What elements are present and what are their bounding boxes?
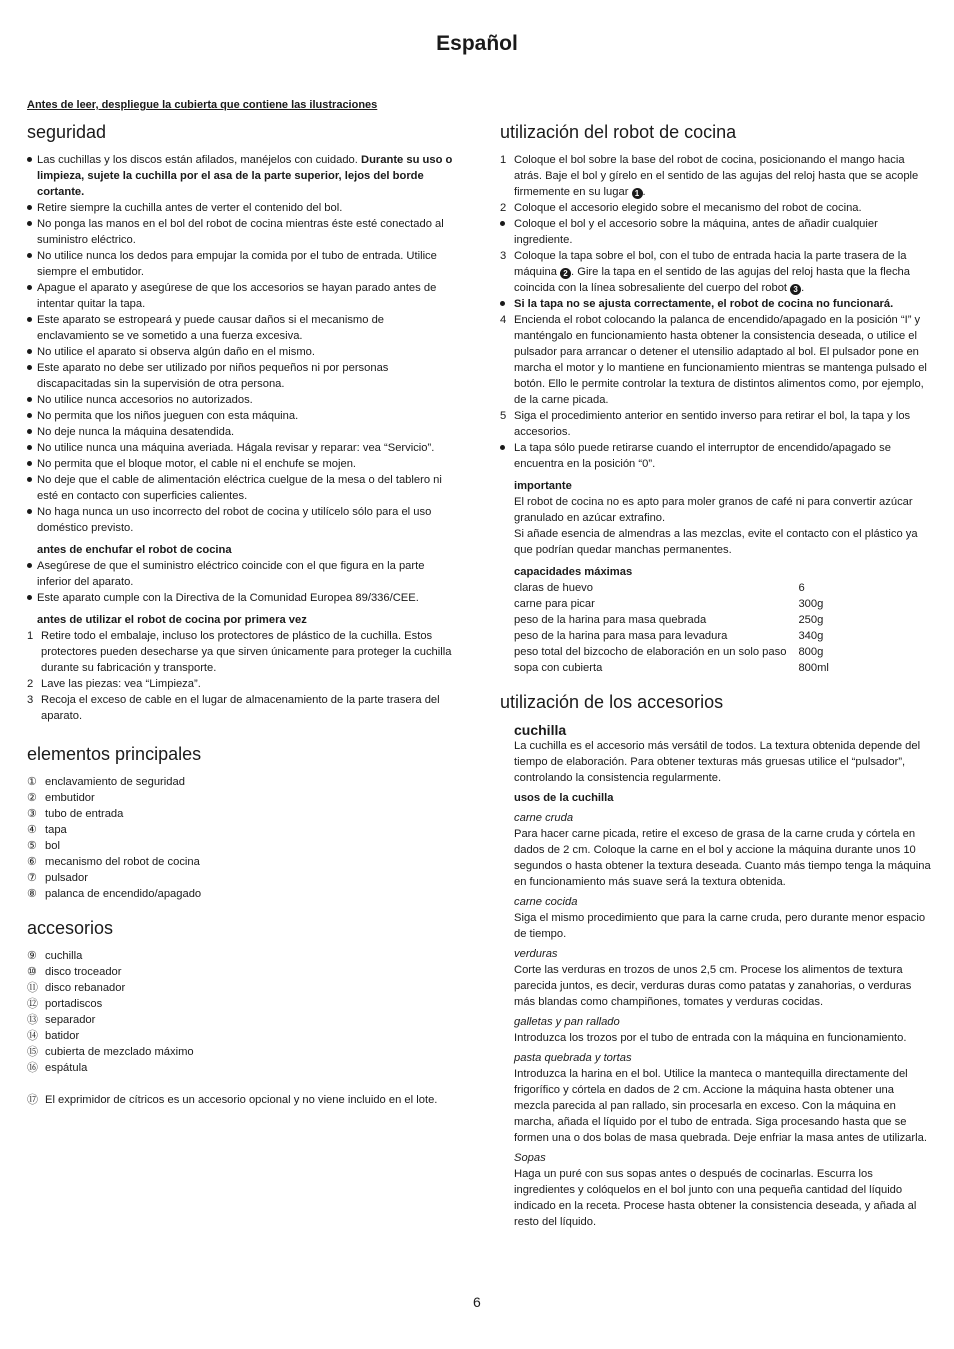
seguridad-heading: seguridad	[27, 122, 107, 142]
bullet-item: Este aparato cumple con la Directiva de la Comunidad Europea 89/336/CEE.	[27, 590, 457, 606]
bullet-item: No utilice nunca una máquina averiada. Hágala revisar y reparar: vea “Servicio”.	[27, 440, 457, 456]
table-row: claras de huevo 6	[514, 582, 805, 594]
uso-text: Haga un puré con sus sopas antes o después de cocinarlas. Escurra los ingredientes y colóquelos en el bol junto con una pequeña cantidad del líquido indicado en la receta. Procese hasta obtener la consistencia deseada, y añada al resto del líquido.	[514, 1168, 917, 1228]
uso-text: Introduzca los trozos por el tubo de entrada con la máquina en funcionamiento.	[514, 1032, 907, 1044]
accessory-item: ⑪ disco rebanador	[27, 982, 126, 994]
bullet-item: Asegúrese de que el suministro eléctrico coincide con el que figura en la parte inferior del aparato.	[27, 558, 457, 590]
bullet-item: La tapa sólo puede retirarse cuando el interruptor de encendido/apagado se encuentra en la posición “0”.	[500, 440, 932, 472]
table-row: peso total del bizcocho de elaboración en un solo paso 800g	[514, 646, 824, 658]
part-item: ② embutidor	[27, 792, 95, 804]
uso-subheading: carne cruda	[514, 812, 574, 824]
elementos-heading: elementos principales	[27, 744, 202, 764]
accessory-item: ⑩ disco troceador	[27, 966, 122, 978]
accessory-item: ⑫ portadiscos	[27, 998, 103, 1010]
step-5: 5 Siga el procedimiento anterior en sentido inverso para retirar el bol, la tapa y los accesorios.	[500, 410, 911, 438]
bullet-item: Retire siempre la cuchilla antes de verter el contenido del bol.	[27, 200, 457, 216]
bullet-item: No utilice nunca los dedos para empujar la comida por el tubo de entrada. Utilice siempre el embutidor.	[27, 248, 457, 280]
accesorios-heading: accesorios	[27, 918, 114, 938]
accessory-item: ⑯ espátula	[27, 1062, 88, 1074]
cuchilla-intro: La cuchilla es el accesorio más versátil de todos. La textura obtenida depende del tiempo de elaboración. Para obtener texturas más gruesas utilice el “pulsador”, controlando la consistencia regularmente.	[514, 740, 921, 784]
cuchilla-heading: cuchilla	[514, 722, 567, 738]
step-2: 2 Coloque el accesorio elegido sobre el mecanismo del robot de cocina.	[500, 202, 862, 214]
uso-subheading: carne cocida	[514, 896, 578, 908]
optional-accessory-note: ⑰ El exprimidor de cítricos es un accesorio opcional y no viene incluido en el lote.	[27, 1094, 438, 1106]
uso-text: Para hacer carne picada, retire el exceso de grasa de la carne cruda y córtela en dados de 2 cm. Coloque la carne en el bol y accione la máquina durante unos 10 segundos o hasta obtener la textura deseada. Cuanto más tiempo tenga la máquina en funcionamiento más suave será la textura obtenida.	[514, 828, 931, 888]
page-number: 6	[473, 1294, 481, 1310]
uso-subheading: verduras	[514, 948, 558, 960]
callout-1-icon: 1	[632, 188, 643, 199]
uso-subheading: pasta quebrada y tortas	[514, 1052, 632, 1064]
importante-text: El robot de cocina no es apto para moler granos de café ni para convertir azúcar granulado en azúcar extrafino.	[514, 496, 913, 524]
step-1: 1 Coloque el bol sobre la base del robot de cocina, posicionando el mango hacia atrás. Baje el bol y gírelo en el sentido de las agujas del reloj hasta que se acople firmemente en su lugar 1 .	[500, 154, 919, 198]
bullet-warning: Si la tapa no se ajusta correctamente, el robot de cocina no funcionará.	[500, 296, 932, 312]
usos-heading: usos de la cuchilla	[514, 792, 614, 804]
bullet-item: No deje nunca la máquina desatendida.	[27, 424, 457, 440]
bullet-item: Apague el aparato y asegúrese de que los accesorios se hayan parado antes de intentar quitar la tapa.	[27, 280, 457, 312]
bullet-item: Las cuchillas y los discos están afilados, manéjelos con cuidado. Durante su uso o limpieza, sujete la cuchilla por el asa de la parte superior, lejos del borde cortante.	[27, 152, 457, 200]
bullet-item: No deje que el cable de alimentación eléctrica cuelgue de la mesa o del tablero ni esté en contacto con superficies calientes.	[27, 472, 457, 504]
part-item: ⑧ palanca de encendido/apagado	[27, 888, 202, 900]
part-item: ⑤ bol	[27, 840, 60, 852]
table-row: sopa con cubierta 800ml	[514, 662, 829, 674]
step-4: 4 Encienda el robot colocando la palanca de encendido/apagado en la posición “I” y manténgalo en funcionamiento hasta obtener la consistencia deseada, o utilice el pulsador para arrancar o detener el utensilio adaptado al bol. El pulsador pone en marcha el motor y lo mantiene en funcionamiento mientras se mantenga pulsado el botón. Ello le permite controlar la textura de distintos alimentos como, por ejemplo, de la carne picada.	[500, 314, 927, 406]
importante-text: Si añade esencia de almendras a las mezclas, evite el contacto con el plástico ya que podrían quedar manchas permanentes.	[514, 528, 918, 556]
uso-subheading: Sopas	[514, 1152, 546, 1164]
bullet-item: Este aparato se estropeará y puede causar daños si el mecanismo de enclavamiento se ve sometido a una fuerza excesiva.	[27, 312, 457, 344]
uso-text: Corte las verduras en trozos de unos 2,5 cm. Procese los alimentos de textura parecida juntos, es decir, verduras duras como patatas y zanahorias, o verduras más blandas como champiñones, tomates y verduras cocidas.	[514, 964, 912, 1008]
part-item: ⑥ mecanismo del robot de cocina	[27, 856, 200, 868]
bullet-item: No utilice nunca accesorios no autorizados.	[27, 392, 457, 408]
step-3: 3 Coloque la tapa sobre el bol, con el tubo de entrada hacia la parte trasera de la máquina 2 . Gire la tapa en el sentido de las agujas del reloj hasta que la flecha coincida con la línea sobresaliente del cuerpo del robot 3 .	[500, 250, 910, 294]
bullet-item: No permita que el bloque motor, el cable ni el enchufe se mojen.	[27, 456, 457, 472]
numbered-item: 2 Lave las piezas: vea “Limpieza”.	[27, 678, 201, 690]
uso-text: Siga el mismo procedimiento que para la carne cruda, pero durante menor espacio de tiempo.	[514, 912, 926, 940]
numbered-item: 3 Recoja el exceso de cable en el lugar de almacenamiento de la parte trasera del aparato.	[27, 694, 440, 722]
part-item: ③ tubo de entrada	[27, 808, 124, 820]
bullet-item: No haga nunca un uso incorrecto del robot de cocina y utilícelo sólo para el uso doméstico previsto.	[27, 504, 457, 536]
accessory-item: ⑮ cubierta de mezclado máximo	[27, 1046, 194, 1058]
utilizacion-heading: utilización del robot de cocina	[500, 122, 737, 142]
accessory-item: ⑨ cuchilla	[27, 950, 83, 962]
callout-3-icon: 3	[790, 284, 801, 295]
enchufar-heading: antes de enchufar el robot de cocina	[37, 544, 232, 556]
table-row: peso de la harina para masa para levadura 340g	[514, 630, 824, 642]
uso-accesorios-heading: utilización de los accesorios	[500, 692, 724, 712]
callout-2-icon: 2	[560, 268, 571, 279]
table-row: carne para picar 300g	[514, 598, 824, 610]
page-title: Español	[436, 32, 518, 55]
importante-heading: importante	[514, 480, 572, 492]
uso-subheading: galletas y pan rallado	[514, 1016, 620, 1028]
part-item: ① enclavamiento de seguridad	[27, 776, 185, 788]
capacidades-table	[514, 580, 829, 676]
intro-note: Antes de leer, despliegue la cubierta que contiene las ilustraciones	[27, 99, 378, 111]
right-column	[500, 120, 932, 1230]
part-item: ④ tapa	[27, 824, 67, 836]
bullet-item: Este aparato no debe ser utilizado por niños pequeños ni por personas discapacitadas sin la supervisión de otra persona.	[27, 360, 457, 392]
bold-warning: Durante su uso o limpieza, sujete la cuchilla por el asa de la parte superior, lejos del borde cortante.	[37, 154, 453, 198]
primera-vez-heading: antes de utilizar el robot de cocina por primera vez	[37, 614, 307, 626]
numbered-item: 1 Retire todo el embalaje, incluso los protectores de plástico de la cuchilla. Estos protectores pueden desecharse ya que sirven únicamente para proteger la cuchilla durante su fabricación y transporte.	[27, 630, 452, 674]
capacidades-heading: capacidades máximas	[514, 566, 633, 578]
accessory-item: ⑬ separador	[27, 1014, 96, 1026]
bullet-item: No permita que los niños jueguen con esta máquina.	[27, 408, 457, 424]
bullet-item: Coloque el bol y el accesorio sobre la máquina, antes de añadir cualquier ingrediente.	[500, 216, 932, 248]
uso-text: Introduzca la harina en el bol. Utilice la manteca o mantequilla directamente del frigorífico y córtela en dados de 2 cm. Accione la máquina hasta obtener una mezcla parecida al pan rallado, sin procesarla en exceso. Con la máquina en marcha, añada el líquido por el tubo de entrada. Siga procesando hasta que se formen una o dos bolas de masa quebrada. Deje enfriar la masa antes de utilizarla.	[514, 1068, 927, 1144]
table-row: peso de la harina para masa quebrada 250g	[514, 614, 824, 626]
bullet-item: No utilice el aparato si observa algún daño en el mismo.	[27, 344, 457, 360]
bullet-item: No ponga las manos en el bol del robot de cocina mientras éste esté conectado al suministro eléctrico.	[27, 216, 457, 248]
part-item: ⑦ pulsador	[27, 872, 88, 884]
left-column	[27, 120, 457, 1108]
accessory-item: ⑭ batidor	[27, 1030, 80, 1042]
